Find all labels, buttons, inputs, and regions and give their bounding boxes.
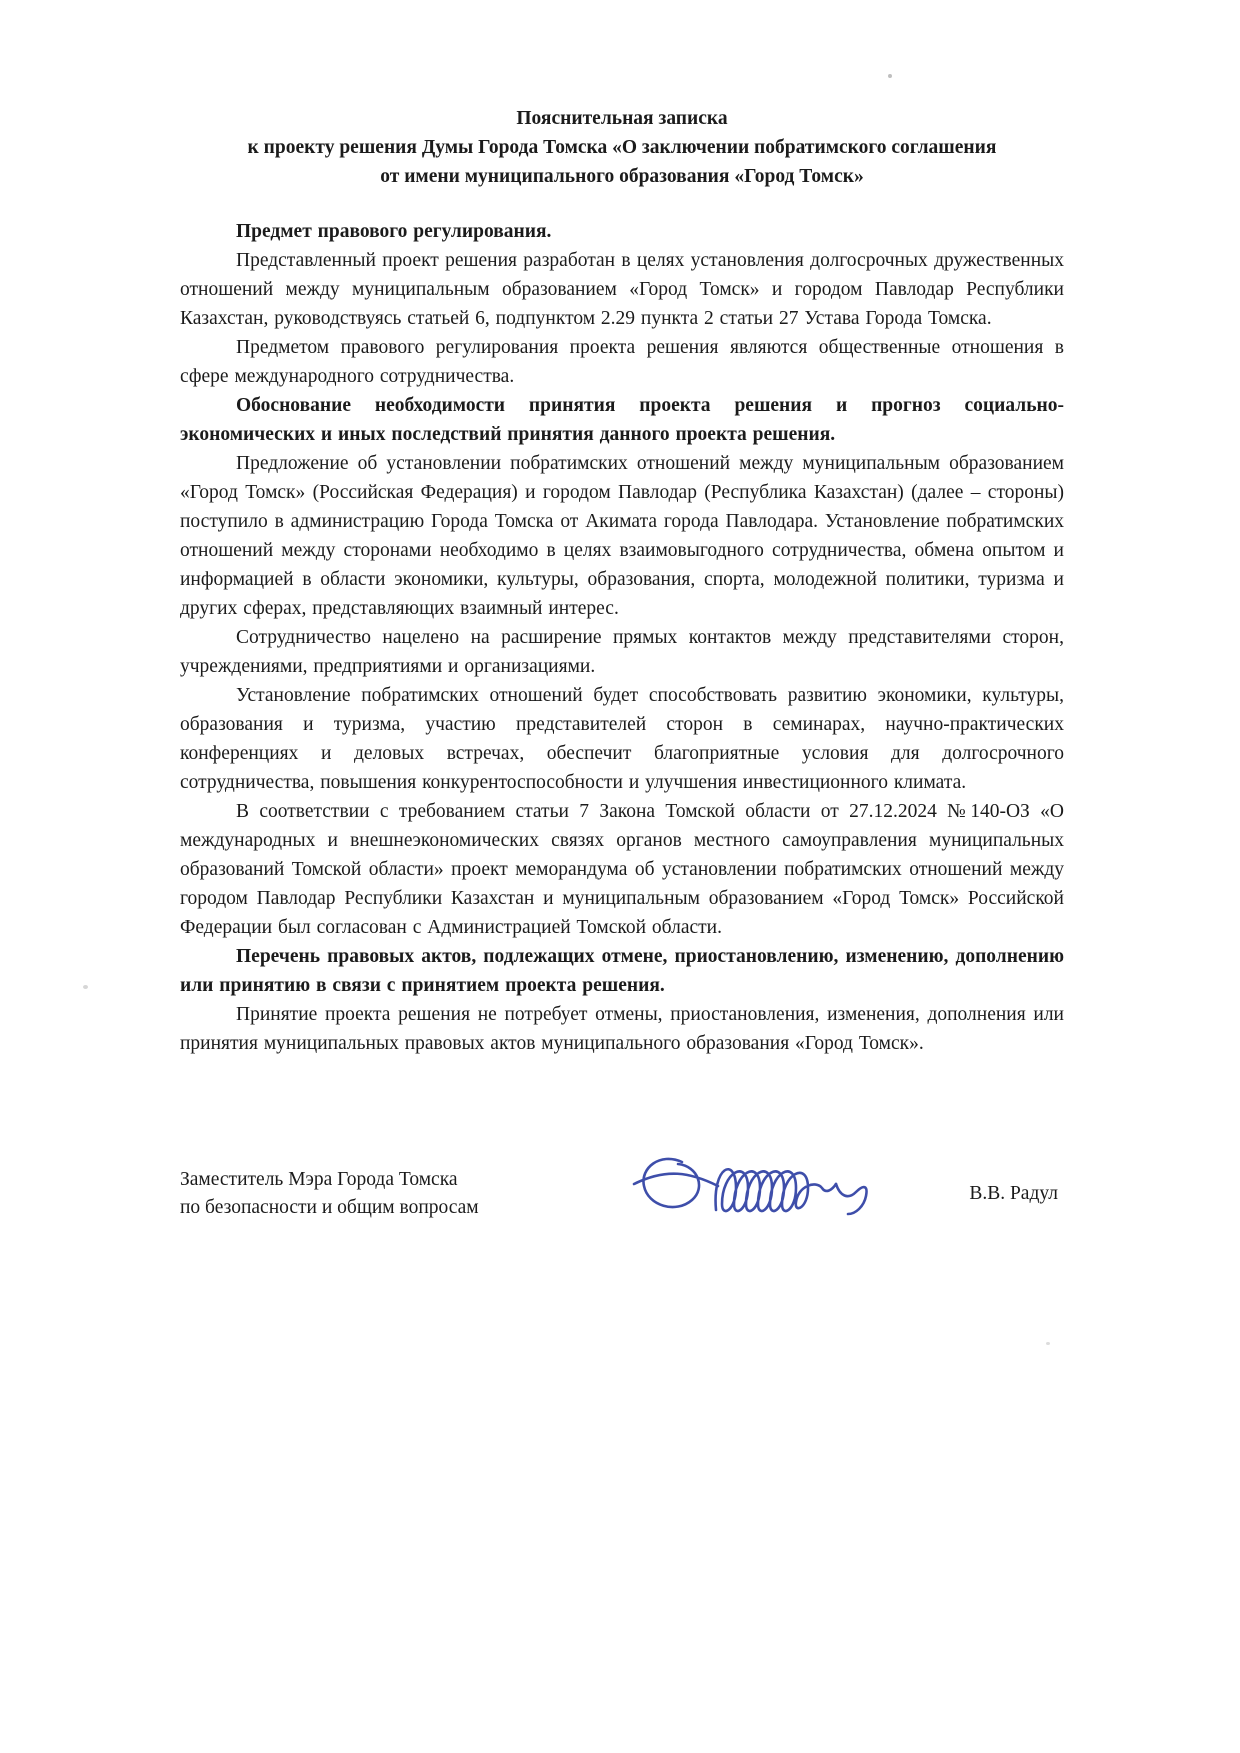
title-line-2: к проекту решения Думы Города Томска «О заключении побратимского соглашения: [247, 137, 997, 158]
paragraph-subject-2: Предметом правового регулирования проекта решения являются общественные отношения в сфере международного сотрудничества.: [180, 337, 1064, 387]
signatory-name: В.В. Радул: [969, 1183, 1058, 1204]
paragraph-subject-1: Представленный проект решения разработан в целях установления долгосрочных дружественных отношений между муниципальным образованием «Город Томск» и городом Павлодар Республики Казахстан, руководствуясь статьей 6, подпунктом 2.29 пункта 2 статьи 27 Устава Города Томска.: [180, 250, 1064, 329]
signature-stroke-tail: [836, 1184, 867, 1214]
signature-block: [180, 1150, 1064, 1238]
scan-speck: [888, 74, 892, 78]
signatory-position-line-1: Заместитель Мэра Города Томска: [180, 1169, 458, 1190]
section-heading-rationale: Обоснование необходимости принятия проекта решения и прогноз социально-экономических и иных последствий принятия данного проекта решения.: [180, 395, 1064, 445]
paragraph-rationale-3: Установление побратимских отношений будет способствовать развитию экономики, культуры, образования и туризма, участию представителей сторон в семинарах, научно-практических конференциях и деловых встречах, обеспечит благоприятные условия для долгосрочного сотрудничества, повышения конкурентоспособности и улучшения инвестиционного климата.: [180, 685, 1064, 793]
signature-stroke-coil: [716, 1169, 836, 1211]
document-content: [180, 104, 1064, 1238]
paragraph-rationale-2: Сотрудничество нацелено на расширение прямых контактов между представителями сторон, учреждениями, предприятиями и организациями.: [180, 627, 1064, 677]
paragraph-rationale-1: Предложение об установлении побратимских отношений между муниципальным образованием «Город Томск» (Российская Федерация) и городом Павлодар (Республика Казахстан) (далее – стороны) поступило в администрацию Города Томска от Акимата города Павлодара. Установление побратимских отношений между сторонами необходимо в целях взаимовыгодного сотрудничества, обмена опытом и информацией в области экономики, культуры, образования, спорта, молодежной политики, туризма и других сферах, представляющих взаимный интерес.: [180, 453, 1064, 619]
section-heading-subject: Предмет правового регулирования.: [236, 221, 552, 242]
scan-speck: [1046, 1342, 1050, 1345]
document-title: [180, 104, 1064, 191]
section-heading-acts-list: Перечень правовых актов, подлежащих отмене, приостановлению, изменению, дополнению или принятию в связи с принятием проекта решения.: [180, 946, 1064, 996]
paragraph-acts-1: Принятие проекта решения не потребует отмены, приостановления, изменения, дополнения или принятия муниципальных правовых актов муниципального образования «Город Томск».: [180, 1004, 1064, 1054]
title-line-3: от имени муниципального образования «Город Томск»: [380, 166, 864, 187]
title-line-1: Пояснительная записка: [516, 108, 728, 129]
signatory-position: [180, 1166, 520, 1222]
signature-stroke-flourish: [634, 1159, 718, 1207]
signature-ink: [630, 1142, 886, 1238]
scan-speck: [83, 985, 88, 989]
paragraph-rationale-4: В соответствии с требованием статьи 7 Закона Томской области от 27.12.2024 №140-ОЗ «О международных и внешнеэкономических связях органов местного самоуправления муниципальных образований Томской области» проект меморандума об установлении побратимских отношений между городом Павлодар Республики Казахстан и муниципальным образованием «Город Томск» Российской Федерации был согласован с Администрацией Томской области.: [180, 801, 1064, 938]
signatory-position-line-2: по безопасности и общим вопросам: [180, 1197, 479, 1218]
